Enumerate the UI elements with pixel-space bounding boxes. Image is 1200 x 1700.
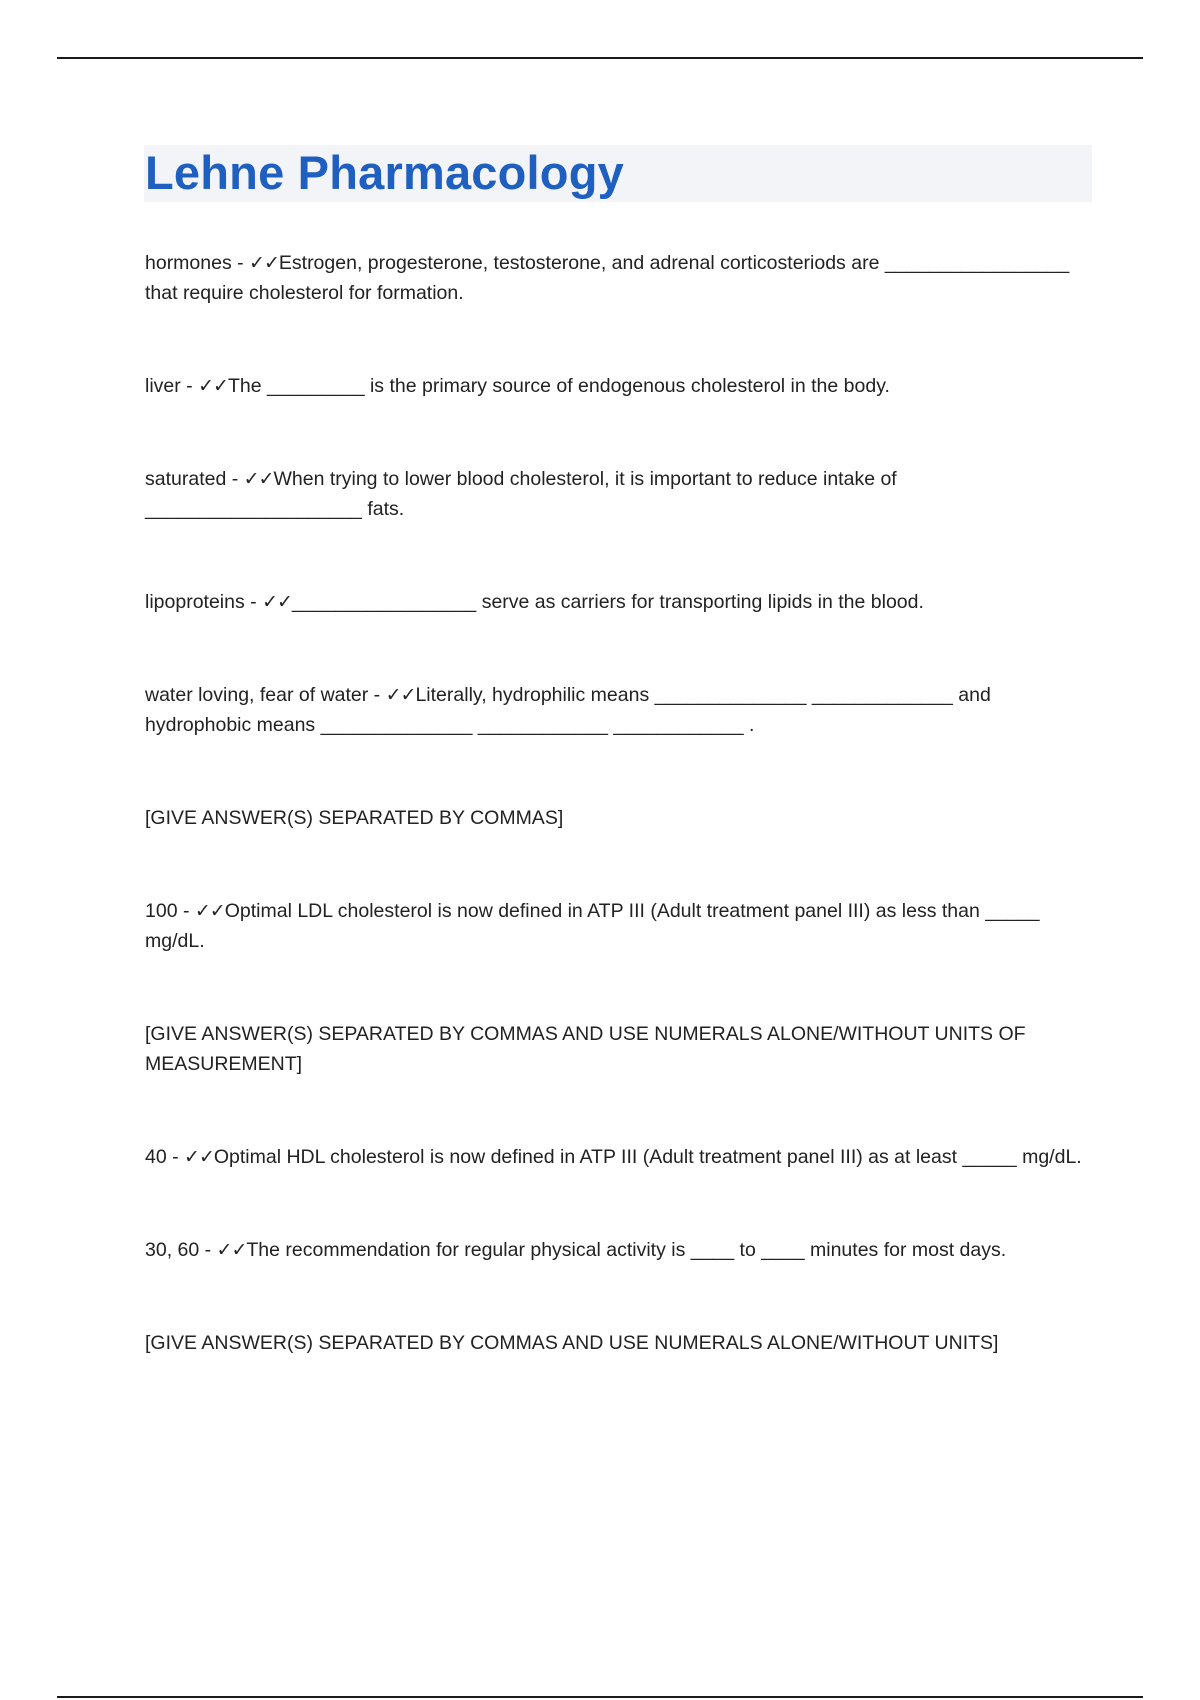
check-mark-icon: ✓✓	[385, 684, 416, 706]
check-mark-icon: ✓✓	[243, 468, 274, 490]
qa-item	[145, 1235, 1095, 1265]
document-body	[145, 248, 1095, 1421]
answer-text: water loving, fear of water -	[145, 684, 386, 706]
bottom-rule	[57, 1696, 1143, 1698]
question-text: The _________ is the primary source of endogenous cholesterol in the body.	[227, 375, 890, 397]
check-mark-icon: ✓✓	[249, 252, 279, 274]
qa-item	[145, 464, 1095, 524]
answer-text: 40 -	[145, 1146, 185, 1168]
answer-text: hormones -	[145, 252, 250, 274]
qa-item	[145, 587, 1095, 617]
check-mark-icon: ✓✓	[194, 900, 225, 922]
answer-text: 30, 60 -	[145, 1239, 217, 1261]
instruction-text: [GIVE ANSWER(S) SEPARATED BY COMMAS AND USE NUMERALS ALONE/WITHOUT UNITS OF MEASUREMENT]	[145, 1023, 1026, 1075]
qa-item	[145, 680, 1095, 740]
top-rule	[57, 57, 1143, 59]
check-mark-icon: ✓✓	[198, 375, 228, 397]
instruction-text: [GIVE ANSWER(S) SEPARATED BY COMMAS AND USE NUMERALS ALONE/WITHOUT UNITS]	[145, 1332, 999, 1354]
qa-item	[145, 248, 1095, 308]
qa-item	[145, 371, 1095, 401]
question-text: The recommendation for regular physical activity is ____ to ____ minutes for most days.	[246, 1239, 1007, 1261]
question-text: When trying to lower blood cholesterol, it is important to reduce intake of ____________________ fats.	[145, 468, 897, 520]
answer-text: 100 -	[145, 900, 195, 922]
check-mark-icon: ✓✓	[216, 1239, 247, 1261]
check-mark-icon: ✓✓	[184, 1146, 214, 1168]
check-mark-icon: ✓✓	[262, 591, 292, 613]
question-text: _________________ serve as carriers for transporting lipids in the blood.	[291, 591, 924, 613]
question-text: Optimal LDL cholesterol is now defined in ATP III (Adult treatment panel III) as less than _____ mg/dL.	[145, 900, 1040, 952]
answer-text: saturated -	[145, 468, 244, 490]
qa-item	[145, 1142, 1095, 1172]
answer-text: liver -	[145, 375, 199, 397]
question-text: Optimal HDL cholesterol is now defined in ATP III (Adult treatment panel III) as at least _____ mg/dL.	[213, 1146, 1082, 1168]
qa-item	[145, 896, 1095, 956]
question-text: Estrogen, progesterone, testosterone, and adrenal corticosteriods are _________________ that require cholesterol for formation.	[145, 252, 1070, 304]
answer-text: lipoproteins -	[145, 591, 263, 613]
document-title: Lehne Pharmacology	[145, 146, 624, 199]
question-text: Literally, hydrophilic means ______________ _____________ and hydrophobic means ______________ ____________ ____________ .	[145, 684, 991, 736]
instruction-text: [GIVE ANSWER(S) SEPARATED BY COMMAS]	[145, 807, 564, 829]
